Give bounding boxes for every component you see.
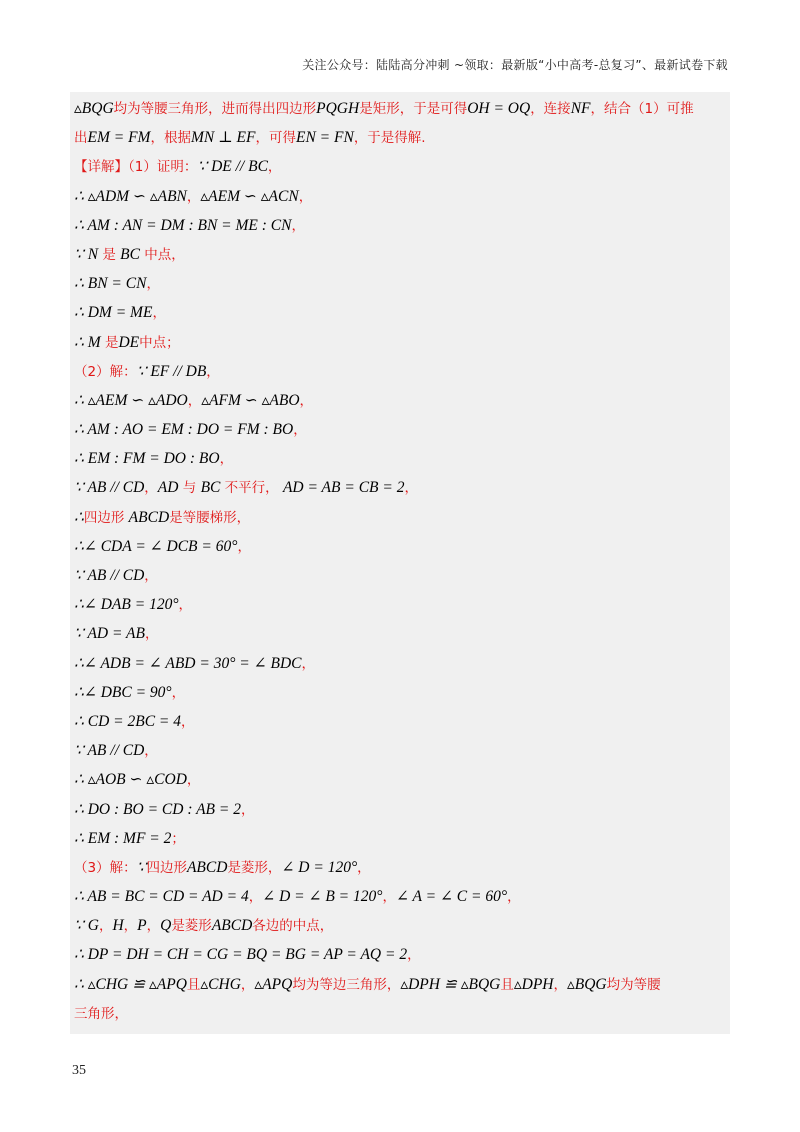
math-expression: ∵ — [136, 858, 147, 876]
math-expression: ABCD — [128, 508, 170, 526]
text-segment: 且 — [186, 976, 201, 993]
solution-line — [74, 678, 730, 707]
math-expression: ∵ AB // CD — [74, 479, 145, 497]
text-segment: ， — [186, 772, 201, 789]
math-expression: ∴ DM = ME — [74, 304, 153, 322]
math-expression: ∴ EM : MF = 2 — [74, 829, 172, 847]
math-expression: EN = FN — [295, 129, 354, 147]
page-number: 35 — [72, 1063, 86, 1078]
text-segment: 【详解】（1）证明： — [74, 159, 198, 176]
text-segment: ， — [267, 159, 282, 176]
math-expression: ∴ DP = DH = CH = CG = BQ = BG = AP = AQ = 2 — [74, 946, 408, 964]
text-segment: ， — [98, 918, 113, 935]
math-expression: ∴ ▵CHG ≌ ▵APQ — [74, 975, 187, 993]
math-expression: ▵AEM ∽ ▵ACN — [200, 187, 299, 205]
solution-line — [74, 940, 730, 969]
text-segment: ， — [407, 947, 421, 964]
text-segment: ，可得 — [255, 130, 296, 147]
text-segment: ， — [171, 684, 186, 701]
text-segment: ， — [507, 889, 521, 906]
text-segment: ， — [298, 188, 313, 205]
text-segment: ， — [181, 713, 195, 730]
math-expression: ∵ G — [74, 917, 99, 935]
solution-line — [74, 269, 730, 298]
text-segment: 且 — [500, 976, 514, 993]
solution-line — [74, 824, 730, 853]
text-segment: 是菱形 — [171, 918, 212, 935]
math-expression: ∴ M — [74, 333, 101, 351]
text-segment: ， — [248, 889, 263, 906]
math-expression: ∵ AB // CD — [74, 567, 145, 584]
text-segment: ，结合（1）可推 — [590, 101, 694, 117]
solution-line — [74, 473, 730, 502]
math-expression: ∴∠ DBC = 90° — [74, 683, 172, 701]
solution-line — [74, 882, 730, 911]
text-segment: ， — [187, 392, 202, 409]
solution-line — [74, 94, 730, 123]
math-expression: ∠ A = ∠ C = 60° — [395, 888, 508, 906]
solution-line — [74, 765, 730, 794]
math-expression: AD — [157, 479, 179, 497]
math-expression: ∵ AD = AB — [74, 625, 145, 643]
solution-line — [74, 357, 730, 386]
math-expression: AD = AB = CB = 2 — [282, 479, 405, 497]
math-expression: ∴ — [74, 508, 84, 526]
solution-line — [74, 211, 730, 240]
math-expression: BC — [200, 479, 221, 497]
math-expression: ∵ EF // DB — [136, 362, 207, 380]
math-expression: Q — [160, 917, 172, 935]
solution-line — [74, 911, 730, 940]
text-segment: （2）解： — [74, 363, 137, 380]
math-expression: ∴∠ ADB = ∠ ABD = 30° = ∠ BDC — [74, 654, 302, 672]
text-segment: 是 — [100, 334, 119, 351]
math-expression: ABCD — [211, 917, 253, 935]
text-segment: ， — [240, 801, 255, 818]
text-segment: ； — [171, 830, 185, 847]
text-segment: 四边形 — [146, 859, 187, 876]
solution-line — [74, 999, 730, 1028]
text-segment: 是菱形， — [227, 859, 282, 876]
solution-line — [74, 736, 730, 765]
math-expression: ∴ ▵AEM ∽ ▵ADO — [74, 391, 188, 409]
text-segment: ， — [144, 626, 159, 643]
solution-line — [74, 590, 730, 619]
solution-line — [74, 123, 730, 152]
math-expression: ∵ AB // CD — [74, 742, 145, 760]
text-segment: 是矩形，于是可得 — [359, 101, 468, 117]
math-expression: NF — [570, 100, 591, 117]
text-segment: 均为等腰三角形，进而得出四边形 — [113, 101, 317, 117]
math-expression: ▵AFM ∽ ▵ABO — [201, 391, 300, 409]
math-expression: ▵DPH ≌ ▵BQG — [400, 975, 501, 993]
text-segment: ， — [219, 451, 234, 468]
text-segment: ，连接 — [530, 101, 571, 117]
text-segment: ， — [152, 305, 166, 322]
solution-line — [74, 649, 730, 678]
solution-line — [74, 415, 730, 444]
text-segment: ，于是得解. — [353, 130, 426, 147]
solution-line — [74, 386, 730, 415]
solution-line — [74, 298, 730, 327]
math-expression: ∴ DO : BO = CD : AB = 2 — [74, 800, 241, 818]
math-expression: ∴ AM : AN = DM : BN = ME : CN — [74, 216, 292, 234]
math-expression: ∴ AM : AO = EM : DO = FM : BO — [74, 421, 294, 439]
text-segment: ， — [206, 363, 220, 380]
math-expression: ∴ ▵AOB ∽ ▵COD — [74, 771, 187, 789]
math-expression: ▵BQG — [74, 100, 114, 117]
text-segment: ， — [178, 597, 193, 614]
solution-line — [74, 619, 730, 648]
text-segment: ， — [357, 859, 371, 876]
text-segment: 是等腰梯形， — [169, 509, 251, 526]
math-expression: ∴ CD = 2BC = 4 — [74, 712, 181, 730]
solution-line — [74, 795, 730, 824]
text-segment: ， — [382, 889, 396, 906]
text-segment: 各边的中点， — [252, 918, 334, 935]
math-expression: ▵APQ — [254, 975, 293, 993]
math-expression: ∠ D = ∠ B = 120° — [262, 888, 383, 906]
text-segment: 四边形 — [83, 509, 129, 526]
solution-line — [74, 503, 730, 532]
text-segment: ， — [146, 918, 161, 935]
text-segment: ， — [240, 976, 255, 993]
math-expression: BC — [120, 245, 140, 263]
solution-line — [74, 444, 730, 473]
text-segment: （3）解： — [74, 859, 137, 876]
math-expression: ABCD — [186, 858, 228, 876]
math-expression: DE — [118, 333, 140, 351]
solution-line — [74, 532, 730, 561]
math-expression: P — [137, 917, 147, 935]
text-segment: ， — [144, 480, 158, 497]
text-segment: 中点； — [139, 334, 180, 351]
solution-line — [74, 970, 730, 999]
text-segment: ， — [123, 918, 138, 935]
math-expression: MN ⊥ EF — [190, 129, 256, 147]
text-segment: ， — [404, 480, 418, 497]
math-expression: ▵DPH — [513, 975, 554, 993]
text-segment: ， — [291, 217, 305, 234]
math-expression: ▵BQG — [566, 975, 607, 993]
math-expression: ∴∠ CDA = ∠ DCB = 60° — [74, 537, 238, 555]
math-expression: ∴ AB = BC = CD = AD = 4 — [74, 888, 249, 906]
math-expression: ∴ BN = CN — [74, 275, 147, 293]
math-expression: OH = OQ — [467, 100, 531, 117]
text-segment: ， — [144, 568, 158, 584]
text-segment: ， — [301, 655, 315, 672]
text-segment: 出 — [74, 130, 88, 147]
solution-line — [74, 707, 730, 736]
math-expression: EM = FM — [87, 129, 151, 147]
text-segment: ， — [144, 743, 158, 760]
solution-line — [74, 240, 730, 269]
text-segment: 不平行， — [220, 480, 283, 497]
text-segment: 是 — [98, 246, 121, 263]
text-segment: 均为等腰 — [606, 976, 661, 993]
solution-body — [70, 92, 730, 1034]
math-expression: PQGH — [316, 100, 360, 117]
text-segment: 均为等边三角形， — [292, 976, 401, 993]
math-expression: ▵CHG — [200, 975, 241, 993]
math-expression: ∴ EM : FM = DO : BO — [74, 450, 220, 468]
math-expression: ∴∠ DAB = 120° — [74, 596, 179, 614]
page-header: 关注公众号：陆陆高分冲刺 ~领取：最新版“小中高考-总复习”、最新试卷下载 — [302, 58, 728, 72]
solution-line — [74, 561, 730, 590]
solution-line — [74, 328, 730, 357]
text-segment: ， — [186, 188, 201, 205]
math-expression: ∵ DE // BC — [197, 158, 268, 176]
text-segment: 三角形， — [74, 1005, 128, 1022]
text-segment: ，根据 — [150, 130, 191, 147]
text-segment: ， — [237, 538, 251, 555]
text-segment: ， — [553, 976, 567, 993]
math-expression: ∵ N — [74, 245, 99, 263]
math-expression: ∴ ▵ADM ∽ ▵ABN — [74, 187, 187, 205]
text-segment: ， — [299, 392, 314, 409]
solution-line — [74, 152, 730, 181]
math-expression: ∠ D = 120° — [281, 858, 358, 876]
solution-line — [74, 182, 730, 211]
solution-line — [74, 853, 730, 882]
text-segment: 与 — [178, 480, 201, 497]
text-segment: 中点， — [139, 246, 185, 263]
text-segment: ， — [293, 422, 307, 439]
text-segment: ， — [146, 276, 160, 293]
math-expression: H — [112, 917, 124, 935]
